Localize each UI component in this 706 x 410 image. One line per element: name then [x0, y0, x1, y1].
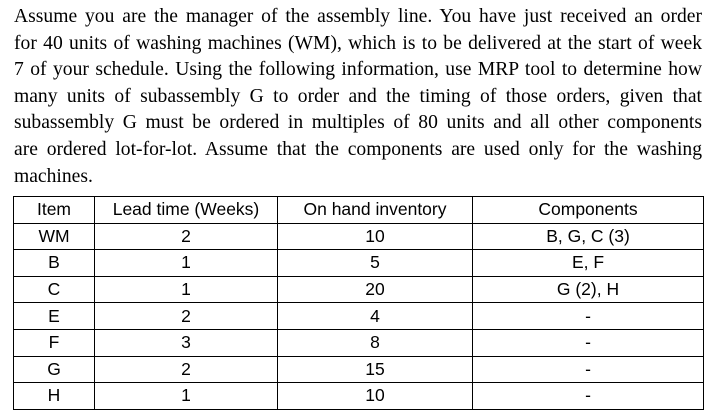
cell-components: - [473, 356, 704, 383]
table-row [14, 276, 704, 303]
problem-line: are ordered lot-for-lot. Assume that the components are used only for the washing [14, 138, 702, 160]
problem-line: subassembly G must be ordered in multiples of 80 units and all other components [14, 112, 702, 134]
cell-item: G [14, 356, 95, 383]
cell-on-hand: 5 [278, 250, 473, 277]
cell-components: - [473, 303, 704, 330]
cell-components: - [473, 329, 704, 356]
cell-lead-time: 3 [95, 329, 278, 356]
cell-components: E, F [473, 250, 704, 277]
header-lead-time: Lead time (Weeks) [95, 197, 278, 224]
cell-lead-time: 1 [95, 383, 278, 410]
header-components: Components [473, 197, 704, 224]
cell-item: C [14, 276, 95, 303]
table-row [14, 329, 704, 356]
header-item: Item [14, 197, 95, 224]
table-header-row [14, 197, 704, 224]
cell-lead-time: 2 [95, 303, 278, 330]
table-row [14, 356, 704, 383]
table-row [14, 250, 704, 277]
problem-line: 7 of your schedule. Using the following information, use MRP tool to determine how [14, 59, 702, 81]
cell-components: B, G, C (3) [473, 223, 704, 250]
cell-on-hand: 4 [278, 303, 473, 330]
cell-on-hand: 10 [278, 223, 473, 250]
mrp-data-table [13, 196, 704, 410]
cell-on-hand: 20 [278, 276, 473, 303]
table-row [14, 383, 704, 410]
cell-item: H [14, 383, 95, 410]
table-row [14, 303, 704, 330]
cell-lead-time: 1 [95, 276, 278, 303]
cell-components: G (2), H [473, 276, 704, 303]
problem-line: for 40 units of washing machines (WM), which is to be delivered at the start of week [14, 32, 702, 54]
cell-item: E [14, 303, 95, 330]
cell-on-hand: 10 [278, 383, 473, 410]
table-row [14, 223, 704, 250]
cell-item: B [14, 250, 95, 277]
problem-line: Assume you are the manager of the assembly line. You have just received an order [14, 6, 702, 27]
cell-lead-time: 2 [95, 356, 278, 383]
cell-lead-time: 1 [95, 250, 278, 277]
cell-components: - [473, 383, 704, 410]
cell-item: F [14, 329, 95, 356]
header-on-hand-inventory: On hand inventory [278, 197, 473, 224]
problem-line: many units of subassembly G to order and the timing of those orders, given that [14, 85, 702, 107]
cell-item: WM [14, 223, 95, 250]
cell-lead-time: 2 [95, 223, 278, 250]
problem-statement [14, 4, 702, 190]
cell-on-hand: 8 [278, 329, 473, 356]
cell-on-hand: 15 [278, 356, 473, 383]
problem-line: machines. [14, 165, 93, 187]
